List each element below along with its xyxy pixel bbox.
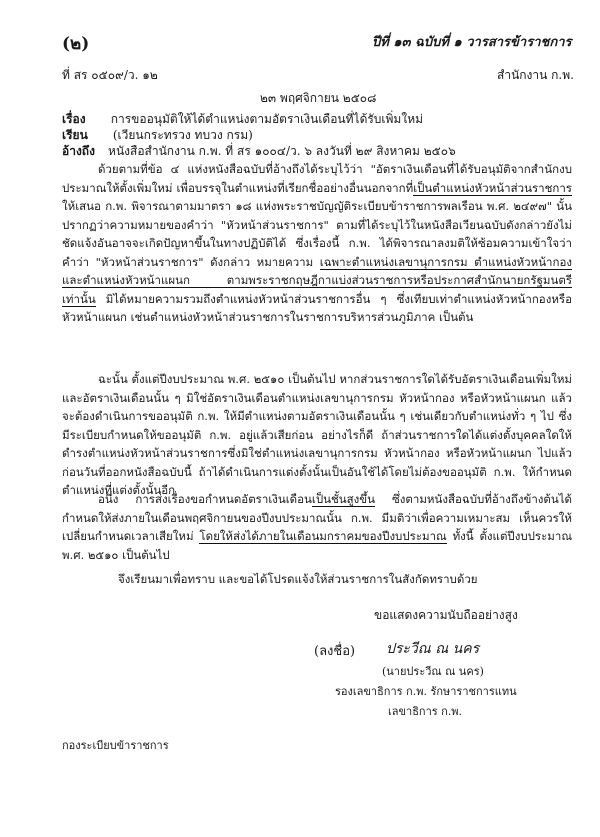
paragraph-1-text-b: ให้เสนอ ก.พ. พิจารณาตามมาตรา ๑๘ แห่งพระราชบัญญัติระเบียบข้าราชการพลเรือน พ.ศ. ๒๔๙๗" นั้น ปรากฏว่าความหมายของคำว่า "หัวหน้าส่วนราชการ" ตามที่ได้ระบุไว้ในหนังสือเวียนฉบับดังกล่าวยังไม่ชัดแจ้งอันอาจจะเกิดปัญหาขึ้นในทางปฏิบัติได้ ซึ่งเรื่องนี้ ก.พ. ได้พิจารณาลงมติให้ซ้อมความเข้าใจว่า คำว่า "หัวหน้าส่วนราชการ" ดังกล่าว หมายความ — [62, 199, 572, 269]
paragraph-1 — [62, 160, 572, 327]
reference-line — [62, 140, 456, 161]
paragraph-1-text-c: มิได้หมายความรวมถึงตำแหน่งหัวหน้าส่วนราชการอื่น ๆ ซึ่งเทียบเท่าตำแหน่งหัวหน้ากองหรือหัวหน้าแผนก เช่นตำแหน่งหัวหน้าส่วนราชการในราชการบริหารส่วนภูมิภาค เป็นต้น — [62, 291, 572, 324]
signature: ประวีณ ณ นคร — [386, 641, 480, 657]
paragraph-3-text: อย่างไรก็ดี ถ้าส่วนราชการใดได้แต่งตั้งบุคคลใดให้ดำรงตำแหน่งหัวหน้าส่วนราชการซึ่งมิใช่ตำแหน่งเลขานุการกรม หัวหน้ากอง หรือหัวหน้าแผนก ไปแล้วก่อนวันที่ออกหนังสือฉบับนี้ ถ้าได้ดำเนินการแต่งตั้งนั้นเป็นอันใช้ได้โดยไม่ต้องขออนุมัติ ก.พ. ให้กำหนดตำแหน่งที่แต่งตั้งนั้นอีก — [62, 427, 572, 497]
paragraph-2-text: ฉะนั้น ตั้งแต่ปีงบประมาณ พ.ศ. ๒๕๑๐ เป็นต้นไป หากส่วนราชการใดได้รับอัตราเงินเดือนเพิ่มใหม่ และอัตราเงินเดือนนั้น ๆ มิใช่อัตราเงินเดือนตำแหน่งเลขานุการกรม หัวหน้ากอง หรือหัวหน้าแผนก แล้ว จะต้องดำเนินการขออนุมัติ ก.พ. ให้มีตำแหน่งตามอัตราเงินเดือนนั้น ๆ เช่นเดียวกับตำแหน่งทั่ว ๆ ไป ซึ่งมีระเบียบกำหนดให้ขออนุมัติ ก.พ. อยู่แล้วเสียก่อน — [62, 372, 572, 442]
paragraph-4-text-a: อนึ่ง การส่งเรื่องขอกำหนดอัตราเงินเดือน — [98, 492, 312, 506]
signatory-name: (นายประวีณ ณ นคร) — [382, 665, 484, 678]
paragraph-1-highlight-1: เป็นตำแหน่งหัวหน้าส่วนราชการ — [413, 180, 572, 195]
recipient-text: (เวียนกระทรวง ทบวง กรม) — [112, 128, 253, 142]
signatory-position-1: รองเลขาธิการ ก.พ. รักษาราชการแทน — [335, 685, 517, 698]
signatory-position-2: เลขาธิการ ก.พ. — [388, 705, 463, 718]
signed-label: (ลงชื่อ) — [314, 644, 356, 659]
paragraph-4-text-c: ทั้งนี้ ตั้งแต่ปีงบประมาณ พ.ศ. ๒๕๑๐ เป็นต้นไป — [62, 529, 572, 562]
paragraph-4-text-b: ซึ่งตามหนังสือฉบับที่อ้างถึงข้างต้นได้กำหนดให้ส่งภายในเดือนพฤศจิกายนของปีงบประมาณนั้น ก.พ. มีมติว่าเพื่อความเหมาะสม เห็นควรให้เปลี่ยนกำหนดเวลาเสียใหม่ — [62, 492, 572, 543]
paragraph-4 — [62, 490, 572, 564]
paragraph-5 — [62, 570, 572, 589]
subject-text: การขออนุมัติให้ได้ตำแหน่งตามอัตราเงินเดือนที่ได้รับเพิ่มใหม่ — [110, 112, 424, 126]
paragraph-2 — [62, 370, 572, 500]
paragraph-4-highlight-1: เป็นชั้นสูงขึ้น — [311, 492, 376, 506]
letter-date: ๒๓ พฤศจิกายน ๒๕๐๘ — [260, 91, 377, 105]
recipient-label: เรียน — [62, 128, 88, 142]
paragraph-5-text: จึงเรียนมาเพื่อทราบ และขอได้โปรดแจ้งให้ส่วนราชการในสังกัดทราบด้วย — [118, 572, 478, 586]
subject-label: เรื่อง — [62, 112, 86, 126]
closing-salutation: ขอแสดงความนับถืออย่างสูง — [374, 608, 518, 622]
reference-label: อ้างถึง — [62, 144, 95, 158]
paragraph-1-text-a: ด้วยตามที่ข้อ ๔ แห่งหนังสือฉบับที่อ้างถึงได้ระบุไว้ว่า "อัตราเงินเดือนที่ได้รับอนุมัติจากสำนักงบประมาณให้ตั้งเพิ่มใหม่ เพื่อบรรจุในตำแหน่งที่เรียกชื่ออย่างอื่นนอกจากที่ — [62, 162, 572, 195]
reference-text: หนังสือสำนักงาน ก.พ. ที่ สร ๑๐๐๔/ว. ๖ ลงวันที่ ๒๙ สิงหาคม ๒๕๐๖ — [108, 144, 456, 158]
issuing-office: สำนักงาน ก.พ. — [497, 68, 574, 82]
issuing-department: กองระเบียบข้าราชการ — [62, 739, 169, 752]
paragraph-1-highlight-2: เฉพาะตำแหน่งเลขานุการกรม ตำแหน่งหัวหน้ากอง และตำแหน่งหัวหน้าแผนก ตามพระราชกฤษฎีกาแบ่งส่วนราชการหรือประกาศสำนักนายกรัฐมนตรีเท่านั้น — [62, 254, 572, 306]
paragraph-4-highlight-2: โดยให้ส่งได้ภายในเดือนมกราคมของปีงบประมาณ — [199, 529, 447, 543]
document-number: ที่ สร ๐๕๐๙/ว. ๑๒ — [62, 68, 158, 82]
journal-series-title: ปีที่ ๑๓ ฉบับที่ ๑ วารสารข้าราชการ — [372, 35, 572, 50]
page-number: (๒) — [62, 34, 90, 54]
